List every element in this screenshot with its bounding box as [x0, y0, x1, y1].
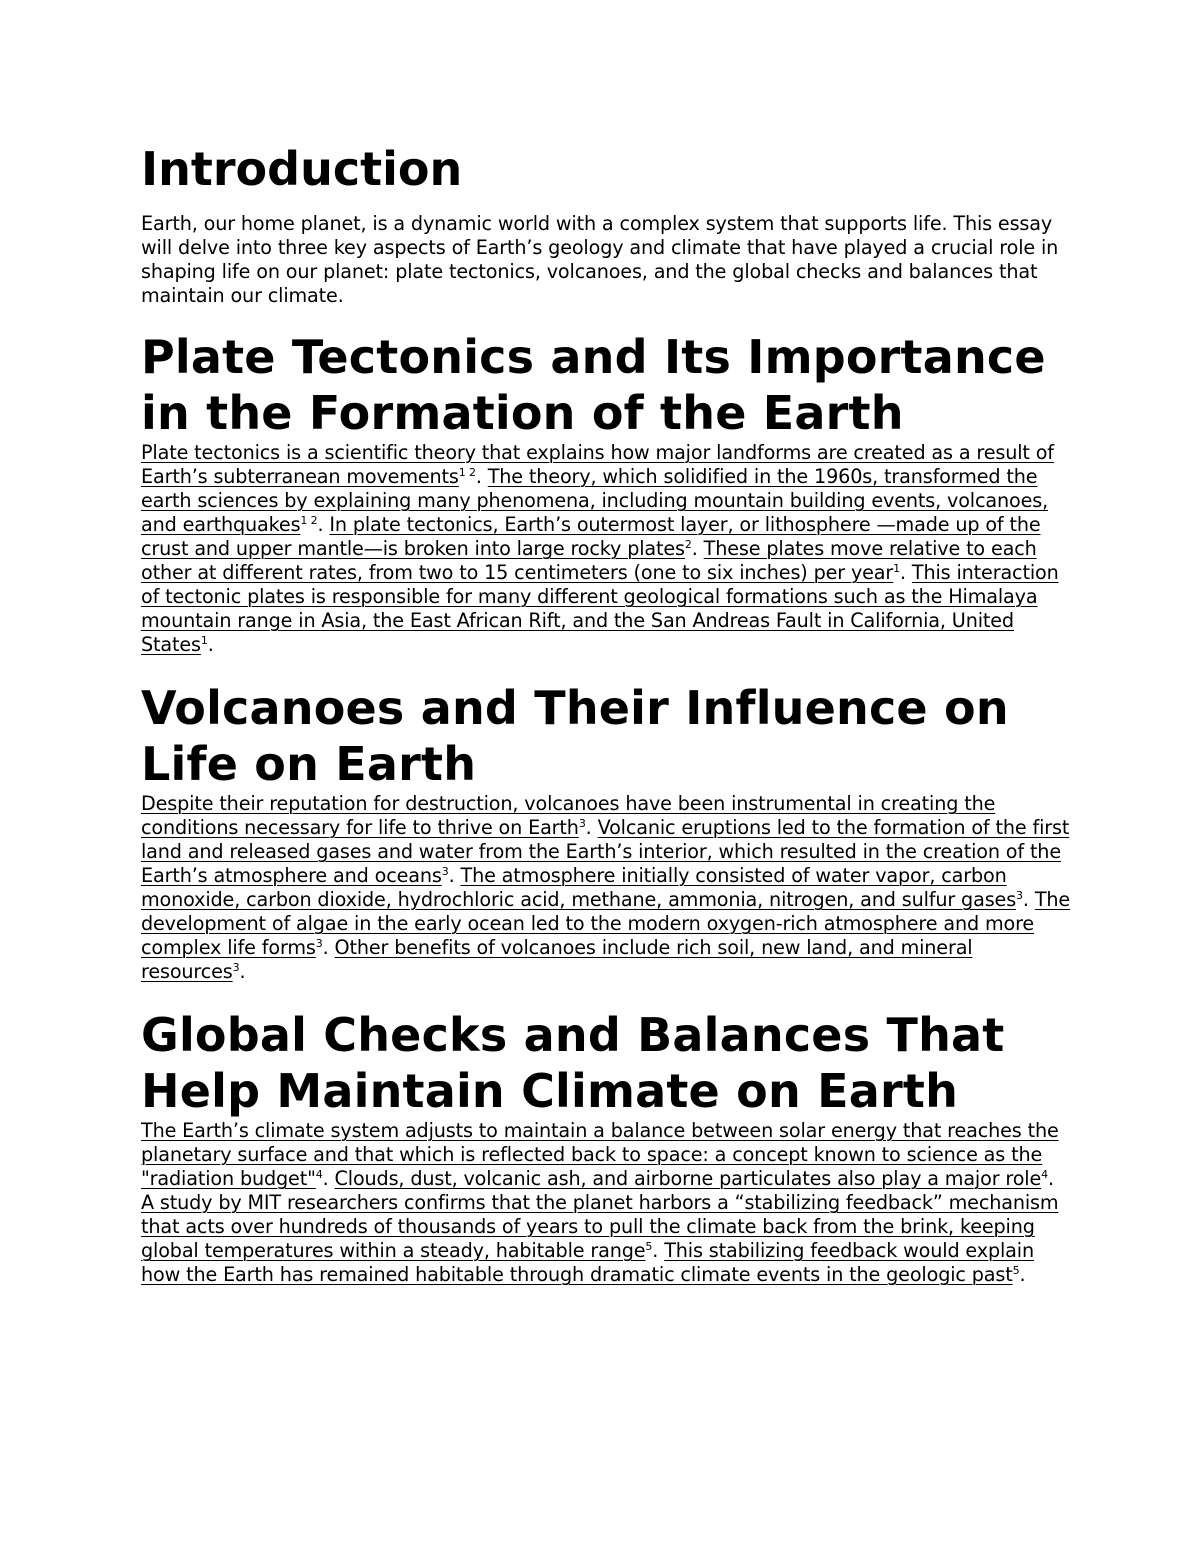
intro-heading: Introduction: [141, 142, 463, 196]
footnote-ref: 1: [200, 634, 208, 647]
citation-sentence: This interaction of tectonic plates is responsible for many different geological formations such as the Himalaya mountain range in Asia, the East African Rift, and the San Andreas Fault in California, United States: [141, 561, 1059, 656]
footnote-ref: 4: [315, 1168, 323, 1181]
footnote-ref: 1 2: [458, 466, 476, 479]
footnote-ref: 3: [441, 865, 449, 878]
citation-sentence: In plate tectonics, Earth’s outermost layer, or lithosphere —made up of the crust and upper mantle—is broken into large rocky plates: [141, 513, 1041, 560]
volcanoes-paragraph: Despite their reputation for destruction, volcanoes have been instrumental in creating the conditions necessary for life to thrive on Earth$^3$. Volcanic eruptions led to the formation of the first land and released gases and water from the Earth’s interior, which resulted in the creation of the Earth’s atmosphere and oceans$^3$. The atmosphere initially consisted of water vapor, carbon monoxide, carbon dioxide, hydrochloric acid, methane, ammonia, nitrogen, and sulfur gases$^3$. The development of algae in the early ocean led to the modern oxygen-rich atmosphere and more complex life forms$^3$. Other benefits of volcanoes include rich soil, new land, and mineral resources$^3$.: [141, 792, 1071, 983]
citation-sentence: The theory, which solidified in the 1960s, transformed the earth sciences by explaining many phenomena, including mountain building events, volcanoes, and earthquakes: [141, 465, 1049, 536]
footnote-ref: 3: [1016, 889, 1023, 902]
footnote-ref: 2: [684, 538, 692, 551]
footnote-ref: 5: [1012, 1264, 1020, 1277]
footnote-ref: 3: [315, 937, 323, 950]
citation-sentence: This stabilizing feedback would explain how the Earth has remained habitable through dramatic climate events in the geologic past: [141, 1239, 1034, 1286]
citation-sentence: Other benefits of volcanoes include rich soil, new land, and mineral resources: [141, 936, 973, 983]
footnote-ref: 3: [578, 817, 586, 830]
footnote-ref: 4: [1041, 1168, 1048, 1181]
citation-sentence: The development of algae in the early ocean led to the modern oxygen-rich atmosphere and more complex life forms: [141, 888, 1071, 959]
footnote-ref: 5: [645, 1240, 653, 1253]
citation-sentence: Clouds, dust, volcanic ash, and airborne particulates also play a major role: [334, 1167, 1042, 1190]
citation-sentence: The atmosphere initially consisted of water vapor, carbon monoxide, carbon dioxide, hydrochloric acid, methane, ammonia, nitrogen, and sulfur gases: [141, 864, 1017, 911]
document-page: [141, 140, 1071, 1310]
plate-tectonics-paragraph: Plate tectonics is a scientific theory that explains how major landforms are created as a result of Earth’s subterranean movements$^{1 2}$. The theory, which solidified in the 1960s, transformed the earth sciences by explaining many phenomena, including mountain building events, volcanoes, and earthquakes$^{1 2}$. In plate tectonics, Earth’s outermost layer, or lithosphere —made up of the crust and upper mantle—is broken into large rocky plates$^2$. These plates move relative to each other at different rates, from two to 15 centimeters (one to six inches) per year$^1$. This interaction of tectonic plates is responsible for many different geological formations such as the Himalaya mountain range in Asia, the East African Rift, and the San Andreas Fault in California, United States$^1$.: [141, 441, 1059, 656]
plate-tectonics-heading: Plate Tectonics and Its Importance in the Formation of the Earth: [141, 330, 1046, 440]
intro-paragraph: Earth, our home planet, is a dynamic world with a complex system that supports life. This essay will delve into three key aspects of Earth’s geology and climate that have played a crucial role in shaping life on our planet: plate tectonics, volcanoes, and the global checks and balances that maintain our climate.: [141, 212, 1059, 307]
climate-paragraph: The Earth’s climate system adjusts to maintain a balance between solar energy that reaches the planetary surface and that which is reflected back to space: a concept known to science as the "radiation budget"$^4$. Clouds, dust, volcanic ash, and airborne particulates also play a major role$^4$. A study by MIT researchers confirms that the planet harbors a “stabilizing feedback” mechanism that acts over hundreds of thousands of years to pull the climate back from the brink, keeping global temperatures within a steady, habitable range$^5$. This stabilizing feedback would explain how the Earth has remained habitable through dramatic climate events in the geologic past$^5$.: [141, 1119, 1059, 1286]
citation-sentence: Plate tectonics is a scientific theory that explains how major landforms are created as a result of Earth’s subterranean movements: [141, 441, 1054, 488]
footnote-ref: 1: [893, 562, 901, 575]
citation-sentence: Despite their reputation for destruction, volcanoes have been instrumental in creating the conditions necessary for life to thrive on Earth: [141, 792, 996, 839]
citation-sentence: Volcanic eruptions led to the formation of the first land and released gases and water from the Earth’s interior, which resulted in the creation of the Earth’s atmosphere and oceans: [141, 816, 1070, 887]
climate-heading: Global Checks and Balances That Help Maintain Climate on Earth: [141, 1008, 1005, 1118]
footnote-ref: 3: [232, 961, 240, 974]
footnote-ref: 1 2: [300, 514, 318, 527]
citation-sentence: The Earth’s climate system adjusts to maintain a balance between solar energy that reaches the planetary surface and that which is reflected back to space: a concept known to science as the "radiation budget": [141, 1119, 1059, 1190]
volcanoes-heading: Volcanoes and Their Influence on Life on Earth: [141, 681, 1009, 791]
citation-sentence: A study by MIT researchers confirms that the planet harbors a “stabilizing feedback” mechanism that acts over hundreds of thousands of years to pull the climate back from the brink, keeping global temperatures within a steady, habitable range: [141, 1191, 1059, 1262]
citation-sentence: These plates move relative to each other at different rates, from two to 15 centimeters (one to six inches) per year: [141, 537, 1037, 584]
